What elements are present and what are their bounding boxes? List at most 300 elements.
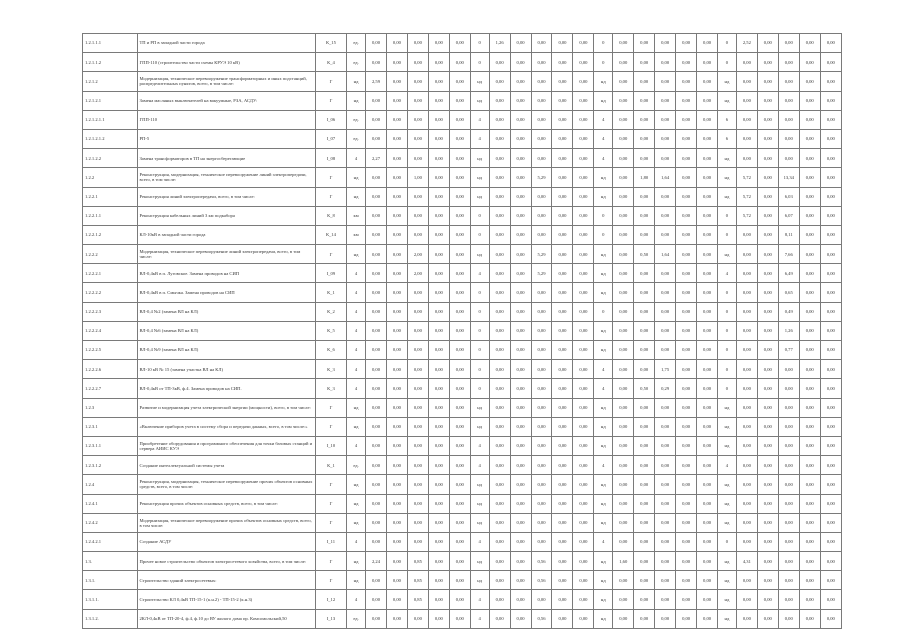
- value-cell: нд: [718, 590, 737, 609]
- value-cell: 0,00: [386, 149, 407, 168]
- value-cell: 0,00: [820, 475, 841, 494]
- value-cell: 0,00: [510, 34, 531, 53]
- value-cell: 0,00: [531, 360, 552, 379]
- value-cell: 0: [594, 53, 613, 72]
- value-cell: 0,00: [634, 475, 655, 494]
- value-cell: 0,00: [820, 245, 841, 264]
- value-cell: 0,00: [799, 590, 820, 609]
- value-cell: 0,00: [799, 129, 820, 148]
- value-cell: 0,00: [676, 590, 697, 609]
- value-cell: нд: [594, 283, 613, 302]
- value-cell: 0: [594, 206, 613, 225]
- value-cell: 4: [347, 149, 366, 168]
- value-cell: 0,00: [613, 187, 634, 206]
- value-cell: 0,00: [757, 532, 778, 551]
- value-cell: 0,00: [428, 341, 449, 360]
- value-cell: 0,00: [428, 168, 449, 187]
- value-cell: 0: [718, 379, 737, 398]
- value-cell: 0,00: [778, 513, 799, 532]
- value-cell: 0,00: [676, 436, 697, 455]
- value-cell: 0,00: [820, 110, 841, 129]
- table-row: [83, 417, 842, 436]
- value-cell: 0,00: [407, 321, 428, 340]
- value-cell: 0,00: [407, 360, 428, 379]
- value-cell: 0,00: [613, 590, 634, 609]
- value-cell: 0,00: [449, 302, 470, 321]
- value-cell: 0,00: [820, 609, 841, 628]
- table-row: [83, 264, 842, 283]
- value-cell: 0,00: [428, 513, 449, 532]
- value-cell: 0,00: [676, 168, 697, 187]
- value-cell: 0,00: [510, 225, 531, 244]
- value-cell: 0,00: [489, 302, 510, 321]
- value-cell: 0,00: [552, 494, 573, 513]
- value-cell: 0,00: [736, 398, 757, 417]
- value-cell: 0,00: [676, 513, 697, 532]
- value-cell: 0: [470, 321, 489, 340]
- value-cell: 0,00: [655, 552, 676, 571]
- value-cell: 0,00: [552, 436, 573, 455]
- value-cell: 5,72: [736, 168, 757, 187]
- row-title-cell: Замена масляных выключателей на вакуумные, РЗА, АСДУ:: [137, 91, 315, 110]
- value-cell: 0,00: [449, 91, 470, 110]
- value-cell: 7,66: [778, 245, 799, 264]
- value-cell: 0,00: [552, 110, 573, 129]
- value-cell: 0,00: [799, 360, 820, 379]
- value-cell: 0,00: [655, 513, 676, 532]
- value-cell: 0,00: [799, 264, 820, 283]
- value-cell: 0,00: [655, 571, 676, 590]
- value-cell: нд: [470, 571, 489, 590]
- value-cell: 0: [718, 34, 737, 53]
- value-cell: 0,00: [407, 110, 428, 129]
- value-cell: 4: [470, 264, 489, 283]
- value-cell: 0,00: [697, 456, 718, 475]
- value-cell: І_08: [315, 149, 346, 168]
- value-cell: 0,00: [799, 417, 820, 436]
- value-cell: 0,00: [489, 245, 510, 264]
- value-cell: 0,00: [799, 225, 820, 244]
- value-cell: 0,00: [613, 341, 634, 360]
- value-cell: 0,00: [697, 379, 718, 398]
- value-cell: 0: [470, 341, 489, 360]
- value-cell: 0,00: [489, 552, 510, 571]
- value-cell: ед.: [347, 609, 366, 628]
- value-cell: 2,52: [736, 34, 757, 53]
- value-cell: 0,00: [676, 379, 697, 398]
- value-cell: ед.: [347, 456, 366, 475]
- value-cell: 0,00: [510, 494, 531, 513]
- value-cell: нд: [347, 552, 366, 571]
- value-cell: 0,00: [676, 225, 697, 244]
- value-cell: 0,00: [778, 532, 799, 551]
- value-cell: 0,00: [676, 34, 697, 53]
- value-cell: 0,00: [552, 360, 573, 379]
- value-cell: 0,00: [655, 264, 676, 283]
- value-cell: 0,00: [428, 129, 449, 148]
- value-cell: 0,00: [655, 283, 676, 302]
- value-cell: 0,00: [778, 609, 799, 628]
- value-cell: 0,00: [757, 129, 778, 148]
- value-cell: 0: [470, 206, 489, 225]
- value-cell: К_4: [315, 53, 346, 72]
- value-cell: 0,00: [510, 436, 531, 455]
- value-cell: 0,00: [449, 110, 470, 129]
- value-cell: 0,00: [613, 398, 634, 417]
- value-cell: 4: [347, 321, 366, 340]
- value-cell: 0,00: [655, 302, 676, 321]
- row-title-cell: Реконструкция, модернизация, техническое перевооружение линий электропередачи, всего, в том числе:: [137, 168, 315, 187]
- value-cell: 0,00: [407, 475, 428, 494]
- value-cell: 0,00: [510, 245, 531, 264]
- value-cell: 0,00: [531, 513, 552, 532]
- value-cell: 0,00: [531, 187, 552, 206]
- table-row: [83, 53, 842, 72]
- value-cell: 0,00: [697, 225, 718, 244]
- value-cell: 0,00: [552, 456, 573, 475]
- value-cell: 0,00: [489, 456, 510, 475]
- value-cell: 0,00: [736, 571, 757, 590]
- value-cell: нд: [347, 513, 366, 532]
- value-cell: нд: [718, 552, 737, 571]
- value-cell: 0,00: [386, 341, 407, 360]
- value-cell: Г: [315, 187, 346, 206]
- value-cell: 0,00: [366, 398, 387, 417]
- value-cell: нд: [594, 91, 613, 110]
- row-title-cell: Модернизация, техническое перевооружение линий электропередачи, всего, в том числе:: [137, 245, 315, 264]
- value-cell: нд: [594, 475, 613, 494]
- value-cell: 0,00: [634, 513, 655, 532]
- value-cell: І_12: [315, 590, 346, 609]
- value-cell: 0,00: [697, 475, 718, 494]
- row-code-cell: 1.2.2.1.1: [83, 206, 138, 225]
- value-cell: 0: [470, 283, 489, 302]
- value-cell: нд: [470, 187, 489, 206]
- value-cell: 4: [347, 532, 366, 551]
- value-cell: І_10: [315, 436, 346, 455]
- row-title-cell: Строительство КЛ 0,4кВ ТП-15-1 (к.н.2) - ТП-15-2 (к.н.3): [137, 590, 315, 609]
- value-cell: 4: [718, 456, 737, 475]
- value-cell: нд: [347, 571, 366, 590]
- value-cell: 0,00: [573, 283, 594, 302]
- value-cell: 0,00: [778, 72, 799, 91]
- value-cell: К_8: [315, 206, 346, 225]
- value-cell: 0: [718, 206, 737, 225]
- value-cell: 0,00: [552, 206, 573, 225]
- value-cell: 0,00: [573, 302, 594, 321]
- row-title-cell: ВЛ-0,4кВ в п. Смычка. Замена проводов на СИП: [137, 283, 315, 302]
- value-cell: 0,00: [428, 456, 449, 475]
- value-cell: 0,00: [655, 53, 676, 72]
- row-code-cell: 1.2.1.2: [83, 72, 138, 91]
- row-code-cell: 1.2.1.2.1.1: [83, 110, 138, 129]
- value-cell: 0,00: [552, 398, 573, 417]
- value-cell: 0,00: [697, 609, 718, 628]
- value-cell: 0,00: [489, 187, 510, 206]
- value-cell: 0,00: [449, 187, 470, 206]
- row-code-cell: 1.2.2.2: [83, 245, 138, 264]
- value-cell: 0,00: [697, 436, 718, 455]
- value-cell: 0,00: [552, 590, 573, 609]
- value-cell: 0,00: [366, 302, 387, 321]
- value-cell: 2,59: [366, 72, 387, 91]
- value-cell: 0,00: [531, 456, 552, 475]
- value-cell: нд: [718, 436, 737, 455]
- value-cell: Г: [315, 513, 346, 532]
- value-cell: 0,50: [634, 245, 655, 264]
- value-cell: нд: [470, 475, 489, 494]
- value-cell: 0,00: [366, 475, 387, 494]
- value-cell: 0,00: [366, 91, 387, 110]
- value-cell: 0,00: [697, 110, 718, 129]
- value-cell: 0,50: [634, 379, 655, 398]
- value-cell: 0,00: [799, 302, 820, 321]
- value-cell: 0,00: [799, 552, 820, 571]
- table-row: [83, 456, 842, 475]
- value-cell: 0,00: [736, 225, 757, 244]
- value-cell: 0,00: [531, 302, 552, 321]
- value-cell: 0,00: [634, 398, 655, 417]
- value-cell: 0,00: [489, 532, 510, 551]
- row-title-cell: Замена трансформаторов в ТП на энергосберегающие: [137, 149, 315, 168]
- row-code-cell: 1.2.4.2: [83, 513, 138, 532]
- value-cell: 0,00: [489, 91, 510, 110]
- value-cell: 0,00: [799, 436, 820, 455]
- value-cell: 0,00: [613, 456, 634, 475]
- value-cell: 0,00: [449, 53, 470, 72]
- value-cell: 0,00: [449, 72, 470, 91]
- value-cell: 4: [347, 302, 366, 321]
- value-cell: 0,00: [676, 91, 697, 110]
- value-cell: 0,00: [386, 283, 407, 302]
- value-cell: 0,00: [697, 341, 718, 360]
- value-cell: 0,00: [510, 129, 531, 148]
- value-cell: 0,00: [799, 379, 820, 398]
- value-cell: 0,00: [676, 129, 697, 148]
- value-cell: 0,00: [676, 341, 697, 360]
- value-cell: 0,00: [736, 360, 757, 379]
- value-cell: 0,00: [697, 149, 718, 168]
- value-cell: ед.: [347, 53, 366, 72]
- value-cell: 1,75: [655, 360, 676, 379]
- value-cell: 0,00: [552, 264, 573, 283]
- value-cell: 0,00: [489, 53, 510, 72]
- row-title-cell: Модернизация, техническое перевооружение прочих объектов основных средств, всего, в том числе:: [137, 513, 315, 532]
- value-cell: 1,60: [613, 552, 634, 571]
- value-cell: 0,00: [386, 53, 407, 72]
- value-cell: 0,00: [655, 110, 676, 129]
- value-cell: 0,00: [407, 417, 428, 436]
- value-cell: нд: [594, 187, 613, 206]
- value-cell: 0,00: [655, 398, 676, 417]
- value-cell: 0,00: [676, 72, 697, 91]
- value-cell: 0,00: [697, 245, 718, 264]
- value-cell: 0,00: [799, 341, 820, 360]
- value-cell: 0,00: [634, 149, 655, 168]
- value-cell: 0,00: [449, 360, 470, 379]
- value-cell: 0,00: [531, 590, 552, 609]
- value-cell: 0,00: [736, 302, 757, 321]
- value-cell: 0,00: [552, 341, 573, 360]
- value-cell: нд: [594, 571, 613, 590]
- value-cell: нд: [470, 398, 489, 417]
- value-cell: 0: [594, 225, 613, 244]
- value-cell: 0,00: [489, 129, 510, 148]
- value-cell: 0,00: [778, 494, 799, 513]
- value-cell: 0,00: [552, 379, 573, 398]
- value-cell: 0,00: [489, 264, 510, 283]
- value-cell: 0,00: [573, 532, 594, 551]
- value-cell: 0,00: [778, 398, 799, 417]
- value-cell: 0,00: [634, 417, 655, 436]
- value-cell: 0,00: [799, 149, 820, 168]
- value-cell: 0,00: [366, 53, 387, 72]
- value-cell: 0,00: [489, 590, 510, 609]
- value-cell: 0,00: [634, 571, 655, 590]
- value-cell: 4: [347, 379, 366, 398]
- value-cell: 0,00: [613, 264, 634, 283]
- value-cell: 0,00: [613, 436, 634, 455]
- value-cell: К_2: [315, 302, 346, 321]
- value-cell: 0,00: [799, 110, 820, 129]
- value-cell: К_15: [315, 34, 346, 53]
- table-row: [83, 34, 842, 53]
- row-code-cell: 1.2.1.1.1: [83, 34, 138, 53]
- value-cell: 0,00: [799, 91, 820, 110]
- value-cell: 0,00: [573, 149, 594, 168]
- value-cell: 4: [470, 456, 489, 475]
- table-body: [83, 34, 842, 629]
- value-cell: 0,00: [428, 609, 449, 628]
- value-cell: 0,00: [634, 225, 655, 244]
- value-cell: 0,00: [757, 187, 778, 206]
- row-code-cell: 1.2.1.2.2: [83, 149, 138, 168]
- table-row: [83, 187, 842, 206]
- value-cell: 0,00: [366, 110, 387, 129]
- value-cell: 0,00: [489, 110, 510, 129]
- value-cell: 0,00: [386, 398, 407, 417]
- value-cell: нд: [594, 513, 613, 532]
- value-cell: 0,00: [449, 341, 470, 360]
- value-cell: 0,00: [820, 417, 841, 436]
- value-cell: 0,00: [736, 532, 757, 551]
- value-cell: 4: [347, 264, 366, 283]
- value-cell: 4: [347, 283, 366, 302]
- value-cell: 0,00: [799, 513, 820, 532]
- value-cell: 0,00: [407, 532, 428, 551]
- value-cell: К_6: [315, 341, 346, 360]
- value-cell: 0,00: [449, 168, 470, 187]
- value-cell: 0,00: [655, 436, 676, 455]
- value-cell: 0,00: [510, 264, 531, 283]
- row-title-cell: ГПП-110: [137, 110, 315, 129]
- value-cell: нд: [718, 245, 737, 264]
- value-cell: 0,00: [428, 532, 449, 551]
- value-cell: 0,00: [386, 475, 407, 494]
- row-title-cell: ГПП-110 (строительство части схемы КРУЭ 10 кВ): [137, 53, 315, 72]
- value-cell: 0,85: [407, 571, 428, 590]
- row-title-cell: Реконструкция линий электропередачи, всего, в том числе:: [137, 187, 315, 206]
- value-cell: 0,00: [552, 53, 573, 72]
- value-cell: 0,00: [552, 532, 573, 551]
- value-cell: 0,00: [697, 53, 718, 72]
- value-cell: 0,00: [531, 398, 552, 417]
- value-cell: 0,00: [407, 187, 428, 206]
- value-cell: 0,00: [407, 494, 428, 513]
- value-cell: 0,00: [366, 609, 387, 628]
- table-row: [83, 129, 842, 148]
- value-cell: 4: [347, 341, 366, 360]
- value-cell: 0,00: [634, 532, 655, 551]
- value-cell: 0,00: [366, 379, 387, 398]
- value-cell: 0,00: [634, 264, 655, 283]
- value-cell: 4: [347, 436, 366, 455]
- value-cell: 0,00: [428, 398, 449, 417]
- value-cell: 0,00: [613, 360, 634, 379]
- value-cell: 0,00: [489, 513, 510, 532]
- value-cell: 0,00: [799, 245, 820, 264]
- value-cell: К_1: [315, 456, 346, 475]
- value-cell: 0,00: [736, 149, 757, 168]
- value-cell: 0,00: [697, 34, 718, 53]
- row-title-cell: ВЛ-0,4 №6 (замена ВЛ на КЛ): [137, 321, 315, 340]
- value-cell: 0,00: [736, 129, 757, 148]
- value-cell: 0,00: [820, 53, 841, 72]
- value-cell: 0,00: [531, 34, 552, 53]
- value-cell: 0,00: [778, 34, 799, 53]
- value-cell: 0,00: [386, 552, 407, 571]
- value-cell: 0,00: [778, 590, 799, 609]
- value-cell: нд: [347, 187, 366, 206]
- value-cell: 0,00: [820, 341, 841, 360]
- value-cell: 0,00: [489, 225, 510, 244]
- table-row: [83, 225, 842, 244]
- value-cell: 0,00: [407, 341, 428, 360]
- value-cell: 0,00: [820, 398, 841, 417]
- value-cell: ед.: [347, 34, 366, 53]
- value-cell: 0,00: [778, 110, 799, 129]
- value-cell: 0,00: [366, 206, 387, 225]
- value-cell: 0,00: [573, 571, 594, 590]
- value-cell: 0,00: [428, 245, 449, 264]
- value-cell: 0,00: [407, 206, 428, 225]
- value-cell: 0,00: [820, 494, 841, 513]
- value-cell: 0,00: [531, 379, 552, 398]
- value-cell: 0,00: [552, 72, 573, 91]
- value-cell: 0,00: [613, 206, 634, 225]
- value-cell: 0,00: [736, 513, 757, 532]
- value-cell: 0,00: [613, 91, 634, 110]
- value-cell: 0,00: [449, 129, 470, 148]
- row-code-cell: 1.2.2.1.2: [83, 225, 138, 244]
- value-cell: 0: [470, 225, 489, 244]
- value-cell: 0,00: [489, 341, 510, 360]
- value-cell: 0,00: [778, 417, 799, 436]
- row-code-cell: 1.2.4.2.1: [83, 532, 138, 551]
- value-cell: 0,00: [634, 91, 655, 110]
- value-cell: нд: [594, 398, 613, 417]
- value-cell: Г: [315, 245, 346, 264]
- value-cell: 0,00: [386, 417, 407, 436]
- row-title-cell: РП-5: [137, 129, 315, 148]
- value-cell: 0,00: [757, 436, 778, 455]
- value-cell: 0,00: [449, 379, 470, 398]
- row-code-cell: 1.2.1.1.2: [83, 53, 138, 72]
- value-cell: нд: [594, 72, 613, 91]
- value-cell: 0,00: [510, 360, 531, 379]
- value-cell: 0,00: [697, 360, 718, 379]
- value-cell: нд: [718, 475, 737, 494]
